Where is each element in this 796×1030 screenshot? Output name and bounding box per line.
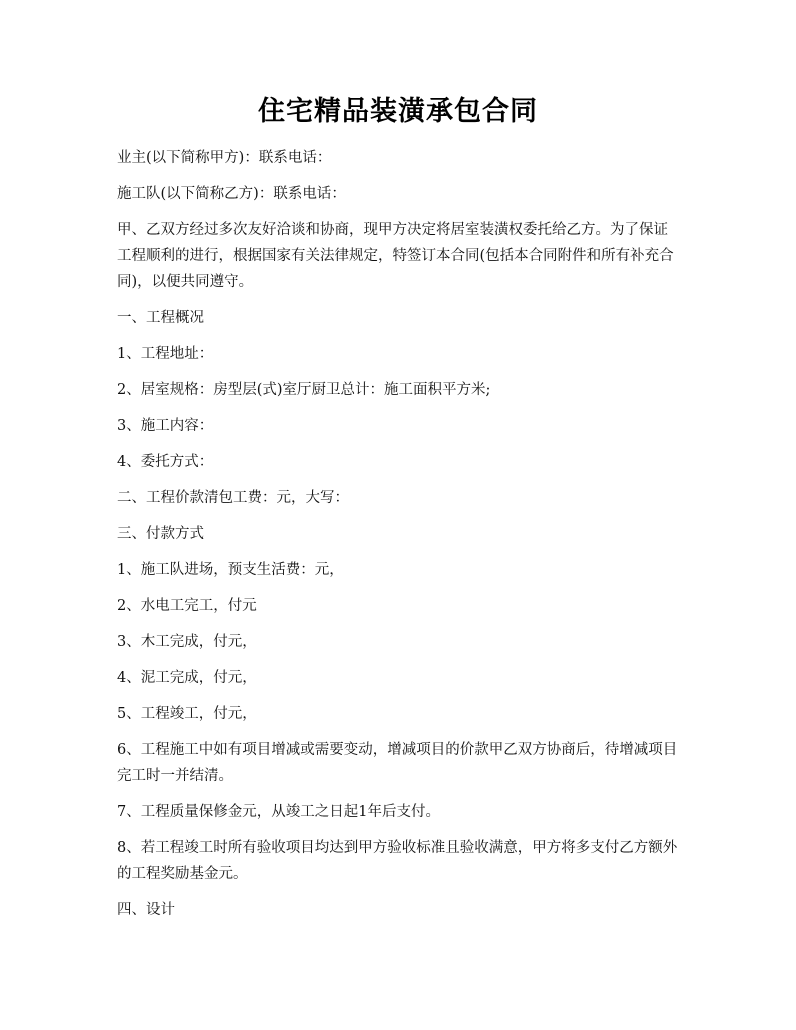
section-heading-overview: 一、工程概况 [117, 310, 204, 326]
clause-commission-mode: 4、委托方式： [117, 454, 214, 470]
payment-clause-8: 8、若工程竣工时所有验收项目均达到甲方验收标准且验收满意，甲方将多支付乙方额外的工程奖励基金元。 [117, 840, 678, 882]
party-a-line: 业主(以下简称甲方)：联系电话： [117, 150, 332, 166]
section-heading-design: 四、设计 [117, 902, 175, 918]
section-heading-payment: 三、付款方式 [117, 526, 204, 542]
payment-clause-2: 2、水电工完工，付元 [117, 598, 257, 614]
preamble-paragraph: 甲、乙双方经过多次友好洽谈和协商，现甲方决定将居室装潢权委托给乙方。为了保证工程顺利的进行，根据国家有关法律规定，特签订本合同(包括本合同附件和所有补充合同)，以便共同遵守。 [117, 222, 674, 290]
clause-address: 1、工程地址： [117, 346, 214, 362]
payment-clause-6: 6、工程施工中如有项目增减或需要变动，增减项目的价款甲乙双方协商后，待增减项目完工时一并结清。 [117, 742, 678, 784]
clause-work-content: 3、施工内容： [117, 418, 214, 434]
document-title: 住宅精品装潢承包合同 [258, 96, 538, 127]
party-b-line: 施工队(以下简称乙方)：联系电话： [117, 186, 346, 202]
payment-clause-4: 4、泥工完成，付元， [117, 670, 257, 686]
payment-clause-1: 1、施工队进场，预支生活费：元， [117, 562, 344, 578]
clause-room-spec: 2、居室规格：房型层(式)室厅厨卫总计：施工面积平方米; [117, 382, 491, 398]
payment-clause-3: 3、木工完成，付元， [117, 634, 257, 650]
document-body [117, 145, 682, 933]
section-heading-price: 二、工程价款清包工费：元，大写： [117, 490, 349, 506]
payment-clause-7: 7、工程质量保修金元，从竣工之日起1年后支付。 [117, 804, 440, 820]
payment-clause-5: 5、工程竣工，付元， [117, 706, 257, 722]
